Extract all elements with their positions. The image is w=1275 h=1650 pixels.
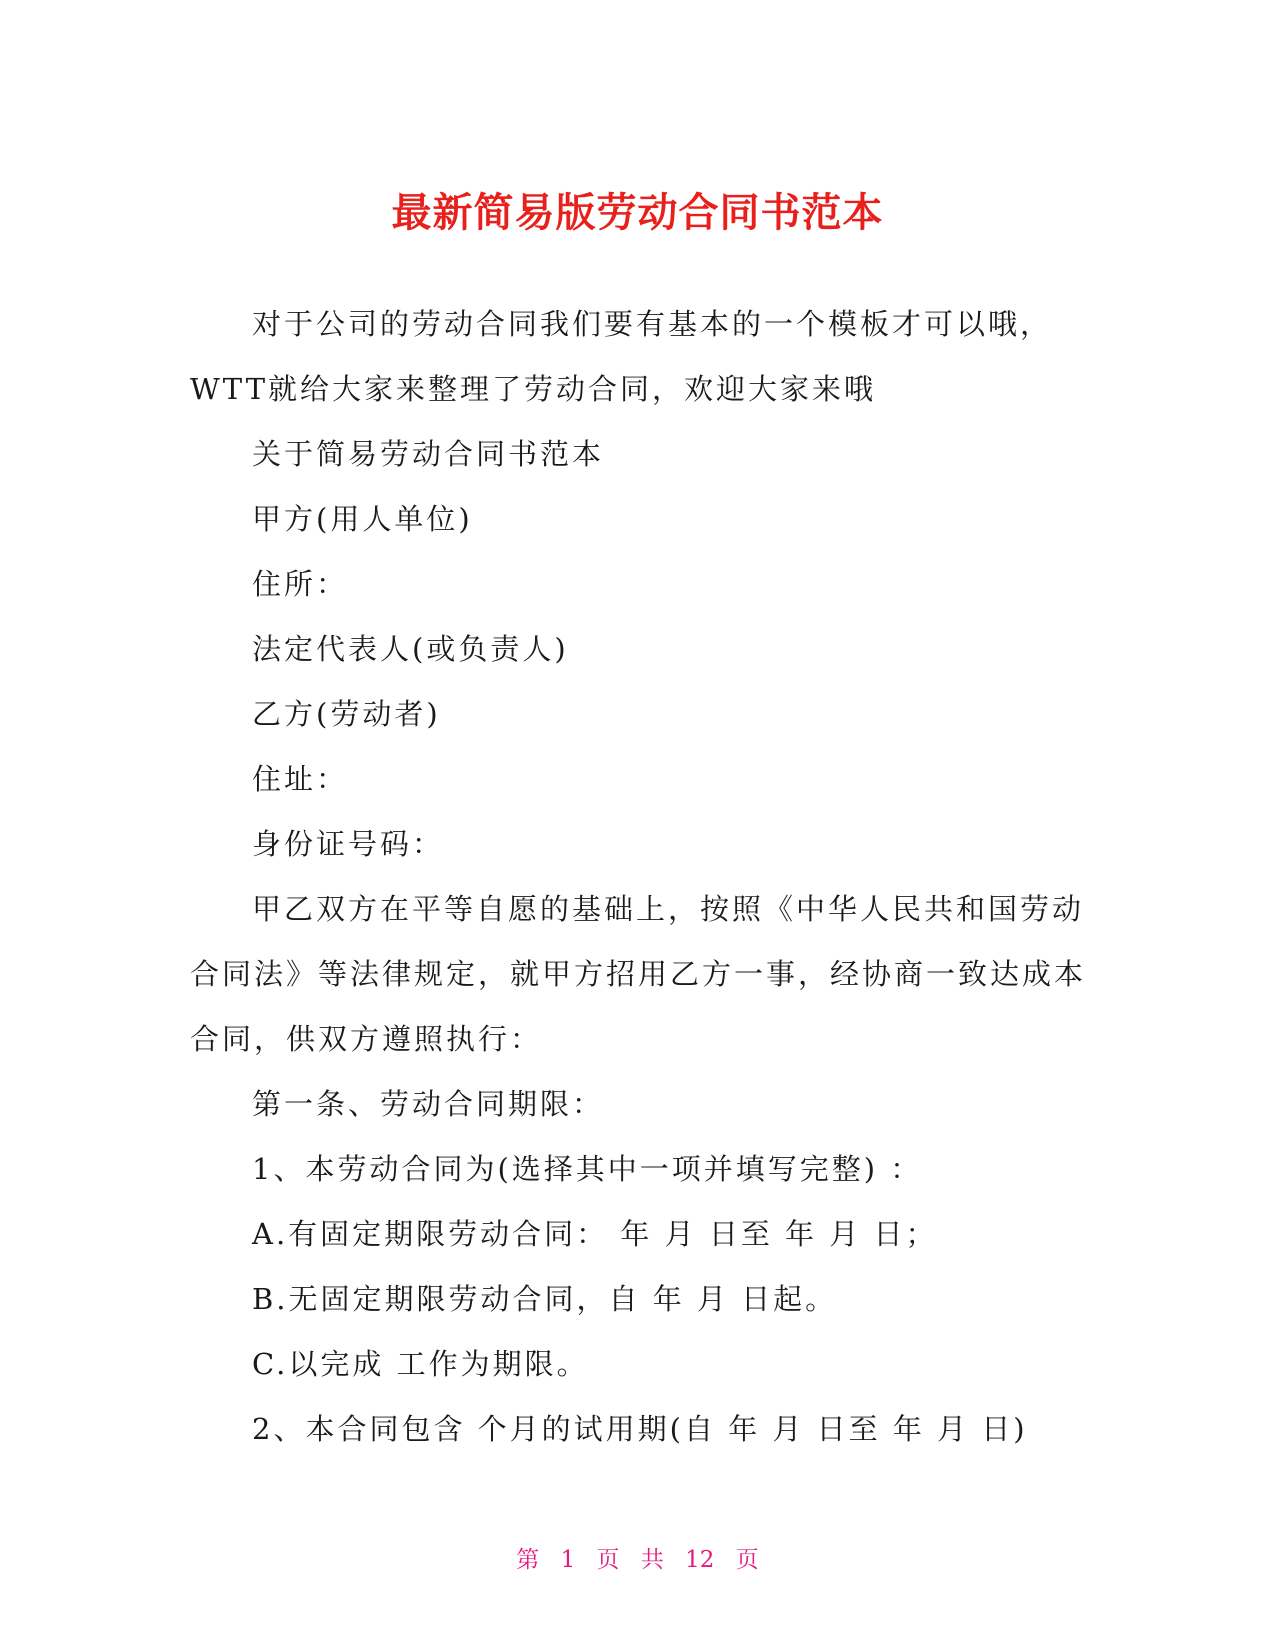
option-b: B.无固定期限劳动合同，自 年 月 日起。 [252, 1282, 838, 1316]
article-1-heading: 第一条、劳动合同期限： [252, 1087, 605, 1121]
party-b-line: 乙方(劳动者) [252, 697, 441, 731]
party-a-address-line: 住所： [252, 567, 349, 601]
document-title: 最新简易版劳动合同书范本 [391, 189, 884, 236]
clause-2: 2、本合同包含 个月的试用期(自 年 月 日至 年 月 日) [252, 1412, 1028, 1446]
subtitle-line: 关于简易劳动合同书范本 [252, 437, 605, 471]
agreement-paragraph: 甲乙双方在平等自愿的基础上，按照《中华人民共和国劳动合同法》等法律规定，就甲方招用乙方一事，经协商一致达成本合同，供双方遵照执行： [190, 892, 1087, 1056]
page-footer: 第 1 页 共 12 页 [516, 1547, 759, 1573]
document-body [190, 292, 1090, 1462]
intro-paragraph: 对于公司的劳动合同我们要有基本的一个模板才可以哦，WTT就给大家来整理了劳动合同，欢迎大家来哦 [190, 307, 1053, 406]
clause-1: 1、本劳动合同为(选择其中一项并填写完整) ： [252, 1152, 923, 1186]
party-a-line: 甲方(用人单位) [252, 502, 473, 536]
option-a: A.有固定期限劳动合同： 年 月 日至 年 月 日； [252, 1217, 938, 1251]
party-b-address-line: 住址： [252, 762, 349, 796]
option-c: C.以完成 工作为期限。 [252, 1347, 589, 1381]
id-number-line: 身份证号码： [252, 827, 445, 861]
legal-representative-line: 法定代表人(或负责人) [252, 632, 569, 666]
